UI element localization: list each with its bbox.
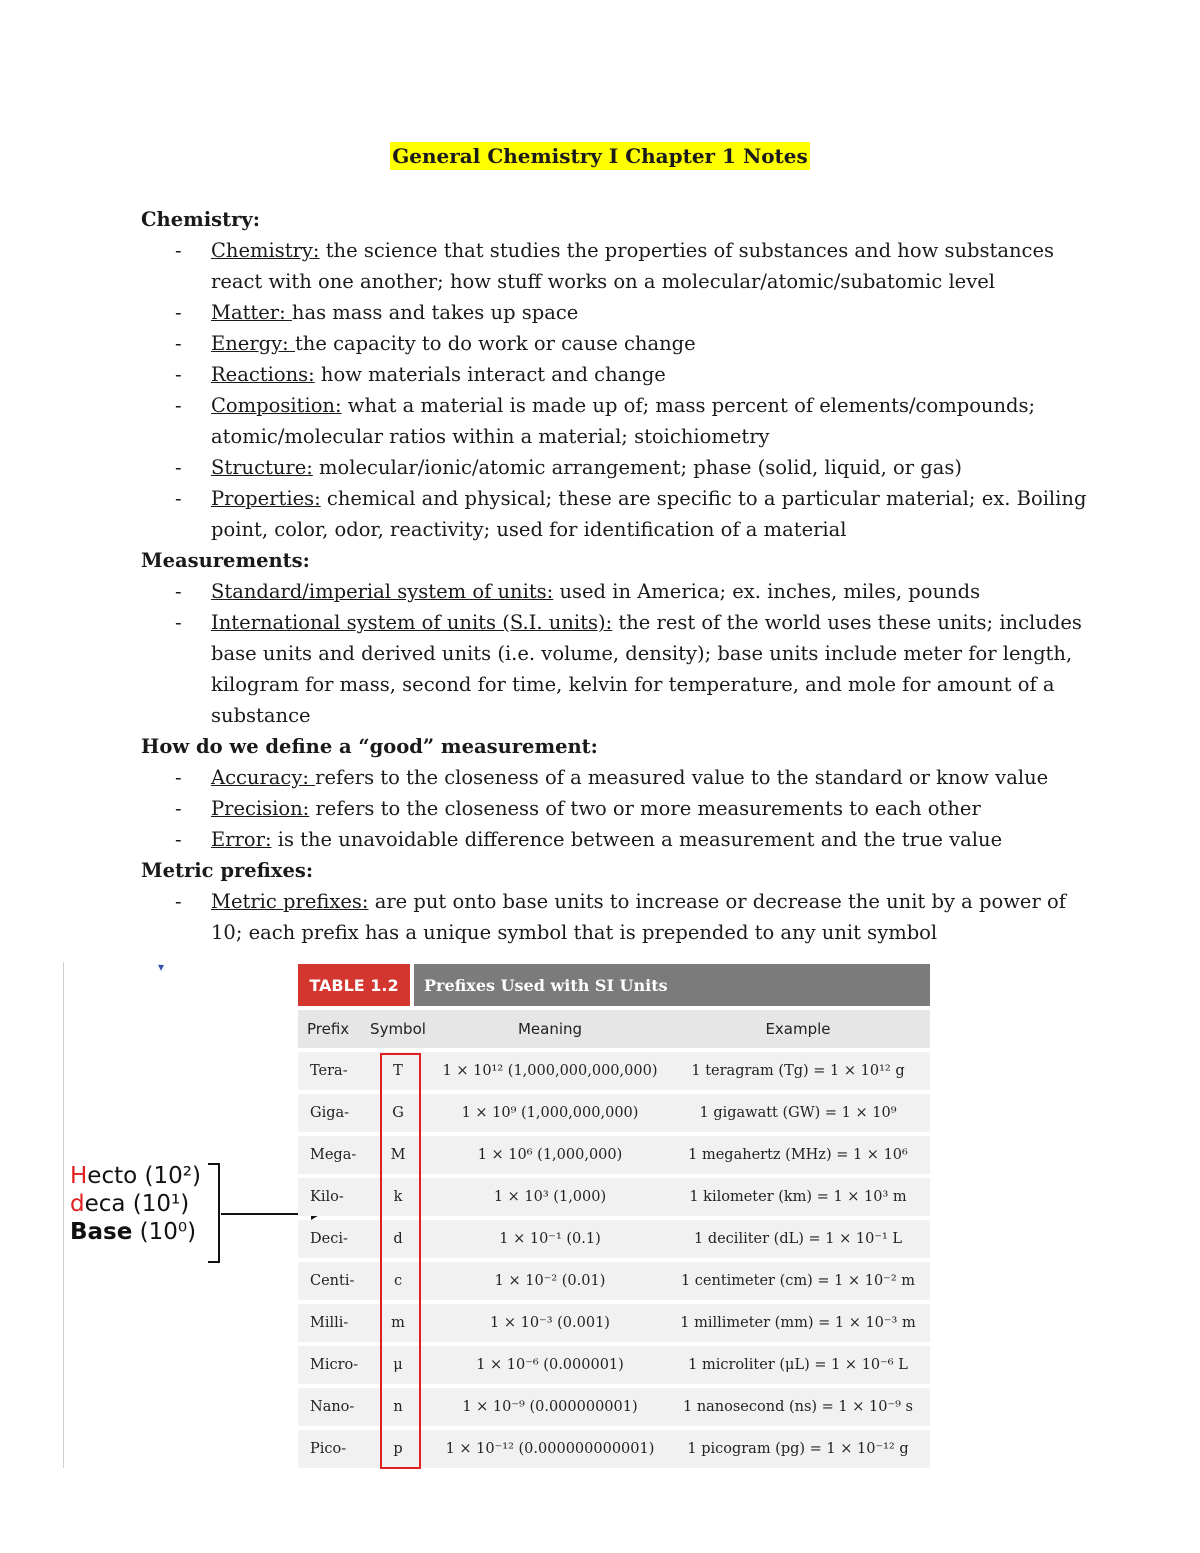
table-header [298, 964, 930, 1006]
bullet-dash: - [175, 828, 182, 851]
bullet-term: Reactions: [211, 363, 315, 386]
bullet-dash: - [175, 456, 182, 479]
callout-rest: ecto (10²) [87, 1163, 201, 1189]
cell-symbol: p [393, 1441, 403, 1457]
cell-meaning: 1 × 10⁻² (0.01) [494, 1273, 606, 1289]
cell-example: 1 picogram (pg) = 1 × 10⁻¹² g [687, 1441, 909, 1457]
cell-prefix: Mega- [310, 1147, 357, 1163]
symbol-highlight-box [380, 1053, 421, 1469]
cell-symbol: μ [393, 1357, 403, 1373]
bullet-item [141, 452, 1101, 483]
table-number: TABLE 1.2 [298, 964, 410, 1006]
bullet-item [141, 297, 1101, 328]
bullet-dash: - [175, 487, 182, 510]
bullet-item [141, 235, 1101, 297]
cell-example: 1 nanosecond (ns) = 1 × 10⁻⁹ s [682, 1399, 913, 1415]
cell-prefix: Kilo- [310, 1189, 344, 1205]
cell-example: 1 teragram (Tg) = 1 × 10¹² g [691, 1063, 905, 1079]
bullet-text: the science that studies the properties of substances and how substances react with one another; how stuff works on a molecular/atomic/subatomic level [211, 239, 1055, 293]
bullet-text: what a material is made up of; mass percent of elements/compounds; atomic/molecular ratios within a material; stoichiometry [211, 394, 1036, 448]
callout-rest: eca (10¹) [84, 1191, 190, 1217]
cell-example: 1 centimeter (cm) = 1 × 10⁻² m [680, 1273, 916, 1289]
cell-symbol: G [392, 1105, 404, 1121]
section-heading-chemistry: Chemistry: [141, 208, 260, 231]
bullet-item [141, 607, 1101, 731]
notes-body [141, 204, 1101, 948]
bullet-item [141, 328, 1101, 359]
cell-symbol: n [393, 1399, 403, 1415]
col-header-symbol: Symbol [370, 1020, 426, 1038]
bullet-dash: - [175, 332, 182, 355]
prefix-callout [70, 1162, 201, 1246]
col-header-meaning: Meaning [517, 1020, 583, 1038]
callout-initial: d [70, 1191, 85, 1217]
cell-symbol: c [393, 1273, 403, 1289]
bullet-dash: - [175, 797, 182, 820]
image-left-edge [63, 962, 64, 1468]
bullet-item [141, 483, 1101, 545]
bullet-term: Composition: [211, 394, 342, 417]
section-heading-metric-prefixes: Metric prefixes: [141, 859, 314, 882]
bullet-term: Standard/imperial system of units: [211, 580, 554, 603]
cell-symbol: M [390, 1147, 406, 1163]
callout-line-hecto [70, 1162, 201, 1190]
section-heading-measurements: Measurements: [141, 549, 310, 572]
callout-initial: Base [70, 1219, 133, 1245]
cell-symbol: d [393, 1231, 403, 1247]
bullet-dash: - [175, 301, 182, 324]
bullet-text: the rest of the world uses these units; includes base units and derived units (i.e. volume, density); base units include meter for length, kilogram for mass, second for time, kelvin for temperature, and mole for amount of a substance [211, 611, 1082, 727]
cell-prefix: Centi- [310, 1273, 355, 1289]
bullet-term: Properties: [211, 487, 321, 510]
col-header-example: Example [765, 1020, 831, 1038]
bullet-item [141, 576, 1101, 607]
cell-prefix: Nano- [310, 1399, 355, 1415]
cell-example: 1 millimeter (mm) = 1 × 10⁻³ m [680, 1315, 916, 1331]
bullet-text: chemical and physical; these are specific to a particular material; ex. Boiling point, color, odor, reactivity; used for identification of a material [211, 487, 1087, 541]
cell-symbol: m [391, 1315, 405, 1331]
bullet-dash: - [175, 239, 182, 262]
bullet-term: Chemistry: [211, 239, 320, 262]
cell-meaning: 1 × 10⁹ (1,000,000,000) [461, 1105, 639, 1121]
title-block [0, 142, 1200, 170]
col-header-prefix: Prefix [307, 1020, 350, 1038]
callout-line-deca [70, 1190, 201, 1218]
cell-prefix: Tera- [310, 1063, 348, 1079]
bullet-text: refers to the closeness of two or more measurements to each other [309, 797, 981, 820]
page-title: General Chemistry I Chapter 1 Notes [392, 144, 808, 168]
bullet-dash: - [175, 611, 182, 634]
bullet-item [141, 390, 1101, 452]
bullet-text: how materials interact and change [314, 363, 666, 386]
bullet-dash: - [175, 766, 182, 789]
bullet-item [141, 793, 1101, 824]
bullet-term: Structure: [211, 456, 313, 479]
cell-meaning: 1 × 10¹² (1,000,000,000,000) [442, 1063, 658, 1079]
bullet-item [141, 359, 1101, 390]
pointer-mark-icon: ▾ [158, 960, 165, 974]
cell-prefix: Giga- [310, 1105, 350, 1121]
bullet-text: the capacity to do work or cause change [294, 332, 696, 355]
bullet-dash: - [175, 580, 182, 603]
callout-initial: H [70, 1163, 88, 1189]
bullet-text: molecular/ionic/atomic arrangement; phase (solid, liquid, or gas) [312, 456, 962, 479]
cell-meaning: 1 × 10⁻⁶ (0.000001) [476, 1357, 624, 1373]
table-caption: Prefixes Used with SI Units [414, 964, 930, 1006]
bullet-text: are put onto base units to increase or decrease the unit by a power of 10; each prefix has a unique symbol that is prepended to any unit symbol [211, 890, 1066, 944]
callout-rest: (10⁰) [132, 1219, 197, 1245]
bullet-term: Accuracy: [211, 766, 316, 789]
bullet-term: Energy: [211, 332, 295, 355]
cell-meaning: 1 × 10⁻³ (0.001) [490, 1315, 610, 1331]
bullet-term: Matter: [211, 301, 292, 324]
bullet-term: Precision: [211, 797, 310, 820]
cell-meaning: 1 × 10⁻¹ (0.1) [499, 1231, 601, 1247]
cell-example: 1 microliter (μL) = 1 × 10⁻⁶ L [688, 1357, 908, 1373]
bullet-text: refers to the closeness of a measured value to the standard or know value [315, 766, 1049, 789]
cell-meaning: 1 × 10⁻¹² (0.000000000001) [445, 1441, 655, 1457]
cell-example: 1 gigawatt (GW) = 1 × 10⁹ [699, 1105, 897, 1121]
cell-meaning: 1 × 10³ (1,000) [493, 1189, 607, 1205]
cell-prefix: Pico- [310, 1441, 347, 1457]
cell-prefix: Micro- [310, 1357, 359, 1373]
table-column-headers [298, 1010, 930, 1048]
cell-meaning: 1 × 10⁻⁹ (0.000000001) [462, 1399, 638, 1415]
cell-example: 1 kilometer (km) = 1 × 10³ m [689, 1189, 907, 1205]
cell-example: 1 megahertz (MHz) = 1 × 10⁶ [688, 1147, 908, 1163]
bullet-text: is the unavoidable difference between a measurement and the true value [271, 828, 1003, 851]
bullet-text: has mass and takes up space [291, 301, 579, 324]
cell-prefix: Deci- [310, 1231, 348, 1247]
cell-example: 1 deciliter (dL) = 1 × 10⁻¹ L [693, 1231, 903, 1247]
bullet-dash: - [175, 394, 182, 417]
cell-meaning: 1 × 10⁶ (1,000,000) [477, 1147, 623, 1163]
section-heading-good-measurement: How do we define a “good” measurement: [141, 735, 598, 758]
bullet-text: used in America; ex. inches, miles, pounds [553, 580, 981, 603]
bullet-term: International system of units (S.I. units): [211, 611, 613, 634]
cell-prefix: Milli- [310, 1315, 349, 1331]
bullet-item [141, 762, 1101, 793]
bullet-item [141, 824, 1101, 855]
bullet-term: Error: [211, 828, 272, 851]
cell-symbol: k [393, 1189, 403, 1205]
cell-symbol: T [393, 1063, 403, 1079]
bullet-term: Metric prefixes: [211, 890, 369, 913]
bullet-dash: - [175, 363, 182, 386]
callout-line-base [70, 1218, 201, 1246]
callout-bracket [208, 1163, 220, 1263]
bullet-dash: - [175, 890, 182, 913]
bullet-item [141, 886, 1101, 948]
